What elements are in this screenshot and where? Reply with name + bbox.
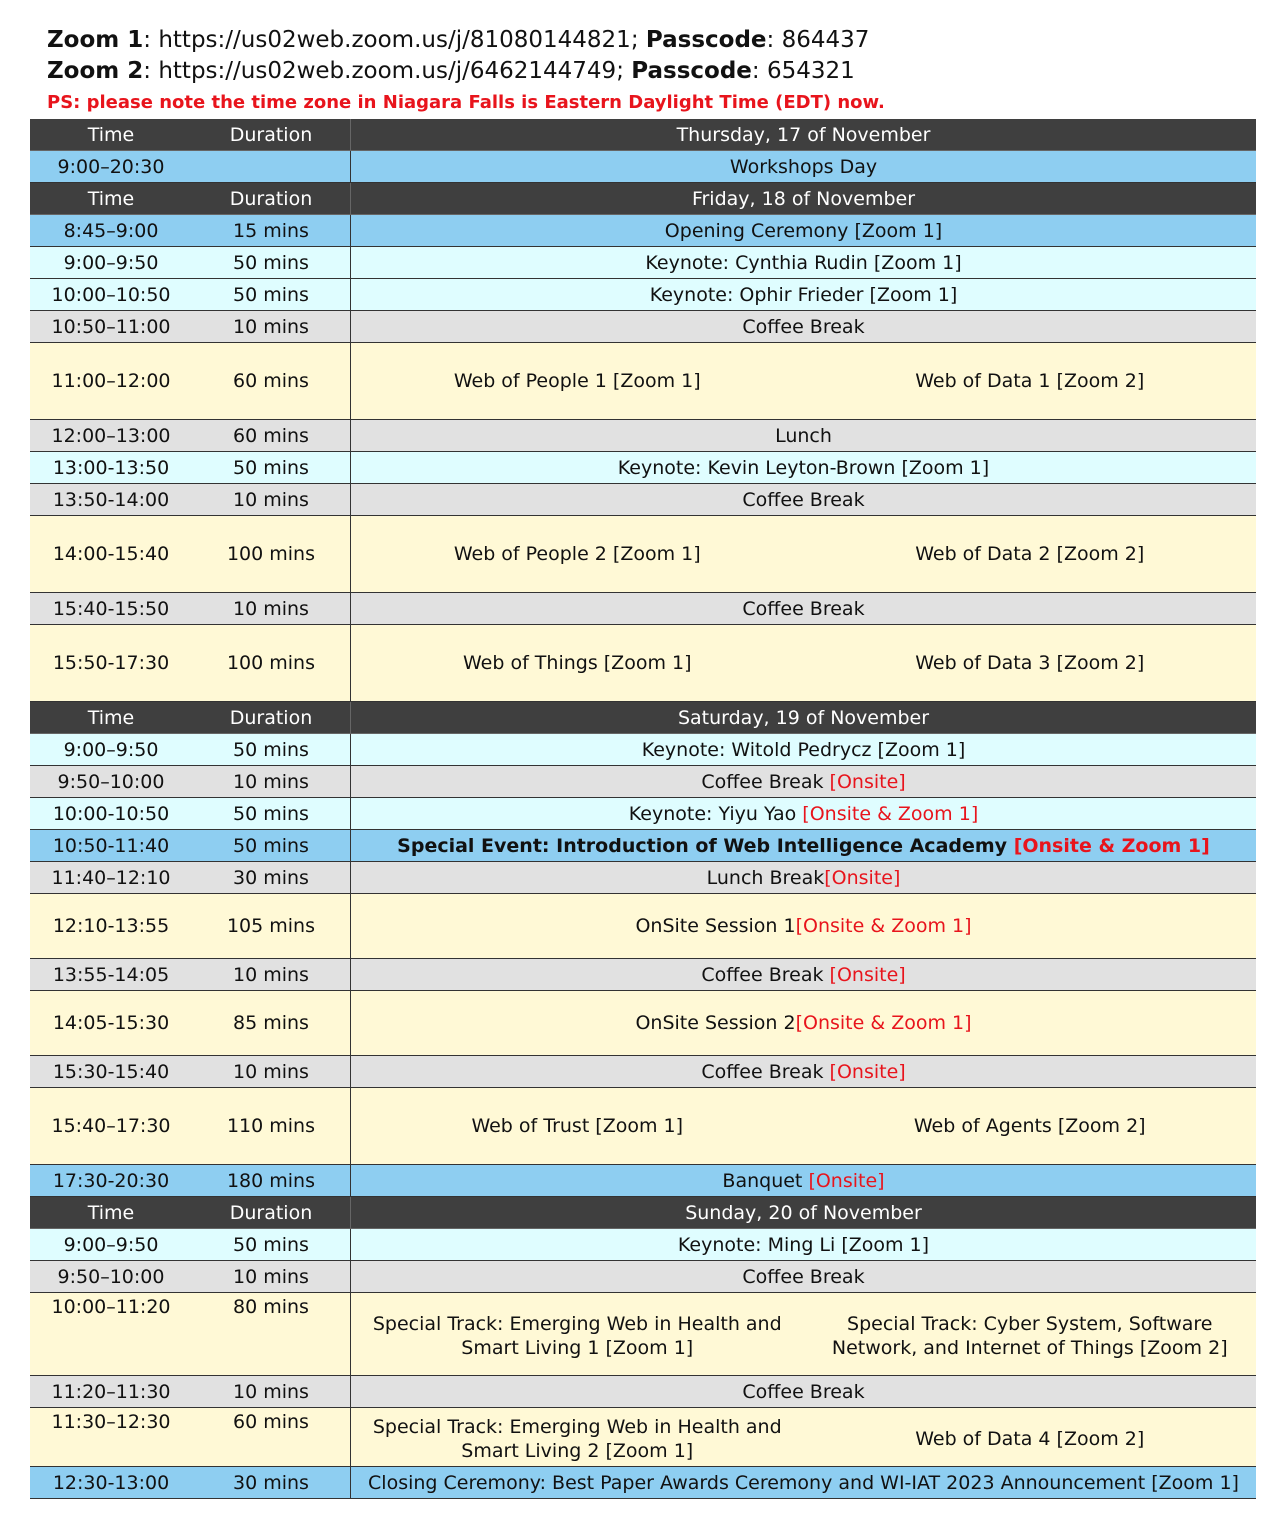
event-cell [350, 151, 1256, 182]
event-text: Opening Ceremony [Zoom 1] [664, 219, 943, 242]
time-cell: 11:00–12:00 [51, 370, 171, 392]
schedule-row [30, 959, 1256, 991]
zoom2-link[interactable]: https://us02web.zoom.us/j/6462144749 [158, 58, 617, 84]
duration-cell: 110 mins [226, 1115, 316, 1137]
session-right: Web of Data 3 [Zoom 2] [915, 652, 1145, 674]
time-cell: 15:50-17:30 [52, 652, 170, 674]
time-cell: 15:40–17:30 [51, 1115, 171, 1137]
day-header-row [30, 183, 1256, 215]
duration-column-header: Duration [229, 706, 313, 729]
schedule-row [30, 1165, 1256, 1197]
event-label [650, 284, 958, 306]
event-label [665, 220, 942, 242]
event-cell [350, 798, 1256, 829]
time-column-header: Time [87, 123, 135, 146]
duration-cell: 60 mins [233, 1411, 309, 1433]
day-header-row [30, 119, 1256, 151]
event-label [730, 156, 877, 178]
event-text: Keynote: Yiyu Yao [628, 802, 803, 825]
time-cell: 10:00–10:50 [51, 283, 171, 306]
event-cell [350, 830, 1256, 861]
schedule-row [30, 830, 1256, 862]
event-cell [350, 991, 1256, 1055]
session-right: Web of Data 1 [Zoom 2] [915, 370, 1145, 392]
venue-tag: [Onsite] [829, 770, 906, 793]
duration-cell: 50 mins [233, 1233, 309, 1256]
event-cell [350, 1229, 1256, 1260]
zoom2-passcode: 654321 [766, 58, 855, 84]
schedule-row [30, 1376, 1256, 1408]
day-title [350, 119, 1256, 150]
event-label [722, 1170, 884, 1192]
event-text: Coffee Break [742, 488, 865, 511]
time-cell: 15:30-15:40 [52, 1060, 170, 1083]
venue-tag: [Onsite] [824, 866, 901, 889]
schedule-row [30, 215, 1256, 247]
time-cell: 8:45–9:00 [63, 219, 159, 242]
event-cell [350, 959, 1256, 990]
zoom1-info: Zoom 1: https://us02web.zoom.us/j/81080144821; Passcode: 864437 [47, 27, 870, 53]
session-right: Web of Data 4 [Zoom 2] [915, 1427, 1145, 1450]
venue-tag: [Onsite] [808, 1169, 885, 1192]
duration-cell: 180 mins [226, 1169, 316, 1192]
event-text: Keynote: Ming Li [Zoom 1] [677, 1233, 930, 1256]
schedule-row [30, 862, 1256, 894]
day-title [350, 183, 1256, 214]
event-cell [350, 311, 1256, 342]
event-label [685, 1202, 922, 1224]
event-cell [350, 1467, 1256, 1498]
duration-cell: 30 mins [233, 866, 309, 889]
duration-cell: 10 mins [233, 315, 309, 338]
time-cell: 10:00–11:20 [51, 1296, 171, 1318]
event-text: Thursday, 17 of November [676, 123, 931, 146]
parallel-sessions [350, 1293, 1256, 1375]
duration-column-header: Duration [229, 187, 313, 210]
duration-cell: 50 mins [233, 738, 309, 761]
session-right: Web of Agents [Zoom 2] [913, 1115, 1146, 1137]
time-cell: 13:00-13:50 [52, 456, 170, 479]
event-text: Keynote: Ophir Frieder [Zoom 1] [649, 283, 958, 306]
time-cell: 13:50-14:00 [52, 488, 170, 511]
session-right: Special Track: Cyber System, Software Network, and Internet of Things [Zoom 2] [831, 1312, 1228, 1359]
event-label [692, 188, 915, 210]
event-label [678, 707, 929, 729]
event-text: Coffee Break [742, 597, 865, 620]
schedule-row [30, 1229, 1256, 1261]
time-cell: 12:00–13:00 [51, 424, 171, 447]
event-text: OnSite Session 1 [635, 915, 796, 937]
time-cell: 13:55-14:05 [52, 963, 170, 986]
duration-cell: 10 mins [233, 1060, 309, 1083]
schedule-row [30, 1293, 1256, 1376]
duration-cell: 50 mins [233, 456, 309, 479]
timezone-note: PS: please note the time zone in Niagara Falls is Eastern Daylight Time (EDT) now. [47, 92, 885, 113]
schedule-row [30, 311, 1256, 343]
event-cell [350, 279, 1256, 310]
zoom1-label: Zoom 1 [47, 27, 144, 53]
schedule-row [30, 1056, 1256, 1088]
event-text: Coffee Break [701, 1060, 830, 1083]
schedule-row [30, 484, 1256, 516]
duration-cell: 30 mins [233, 1471, 309, 1494]
event-text: Keynote: Witold Pedrycz [Zoom 1] [641, 738, 966, 761]
time-cell: 17:30-20:30 [52, 1169, 170, 1192]
parallel-sessions [350, 516, 1256, 592]
time-cell: 9:00–9:50 [63, 1233, 159, 1256]
schedule-row [30, 798, 1256, 830]
event-cell [350, 862, 1256, 893]
event-text: Special Event: Introduction of Web Intelligence Academy [397, 834, 1014, 857]
time-cell: 12:10-13:55 [52, 915, 170, 937]
event-label [701, 964, 905, 986]
duration-cell: 10 mins [233, 963, 309, 986]
session-left: Special Track: Emerging Web in Health and Smart Living 2 [Zoom 1] [372, 1415, 782, 1462]
time-column-header: Time [87, 706, 135, 729]
schedule-row [30, 1261, 1256, 1293]
event-text: Workshops Day [729, 155, 878, 178]
schedule-row [30, 247, 1256, 279]
event-text: Coffee Break [742, 1380, 865, 1403]
schedule-row [30, 1467, 1256, 1499]
duration-cell: 10 mins [233, 597, 309, 620]
duration-cell: 50 mins [233, 283, 309, 306]
event-label [629, 803, 978, 825]
parallel-sessions [350, 625, 1256, 701]
day-header-row [30, 1197, 1256, 1229]
event-label [742, 316, 864, 338]
schedule-row [30, 1088, 1256, 1165]
schedule-row [30, 279, 1256, 311]
event-label [701, 1061, 905, 1083]
duration-cell: 50 mins [233, 251, 309, 274]
zoom1-link[interactable]: https://us02web.zoom.us/j/81080144821 [158, 27, 631, 53]
schedule-row [30, 516, 1256, 593]
time-cell: 10:50-11:40 [52, 834, 170, 857]
venue-tag: [Onsite & Zoom 1] [795, 1012, 972, 1034]
event-label [742, 1381, 864, 1403]
day-title [350, 702, 1256, 733]
session-left: Special Track: Emerging Web in Health and Smart Living 1 [Zoom 1] [372, 1312, 782, 1359]
event-text: Lunch Break [706, 866, 825, 889]
event-cell [350, 1056, 1256, 1087]
duration-cell: 10 mins [233, 488, 309, 511]
session-left: Web of Trust [Zoom 1] [471, 1115, 684, 1137]
time-cell: 14:05-15:30 [52, 1012, 170, 1034]
venue-tag: [Onsite & Zoom 1] [795, 915, 972, 937]
parallel-sessions [350, 343, 1256, 419]
event-cell [350, 215, 1256, 246]
duration-cell: 50 mins [233, 802, 309, 825]
time-cell: 11:20–11:30 [51, 1380, 171, 1403]
duration-cell: 60 mins [233, 424, 309, 447]
time-cell: 11:40–12:10 [51, 866, 171, 889]
event-label [742, 489, 864, 511]
schedule-row [30, 766, 1256, 798]
duration-cell: 15 mins [233, 219, 309, 242]
zoom1-passcode: 864437 [781, 27, 870, 53]
schedule-row [30, 593, 1256, 625]
event-cell [350, 1376, 1256, 1407]
event-label [618, 457, 989, 479]
duration-column-header: Duration [229, 1201, 313, 1224]
event-label [701, 771, 905, 793]
parallel-sessions [350, 1088, 1256, 1164]
duration-cell: 10 mins [233, 770, 309, 793]
zoom2-label: Zoom 2 [47, 58, 144, 84]
event-text: Closing Ceremony: Best Paper Awards Ceremony and WI-IAT 2023 Announcement [Zoom 1] [368, 1471, 1239, 1494]
event-label [742, 598, 864, 620]
event-label [742, 1266, 864, 1288]
duration-cell: 85 mins [233, 1012, 309, 1034]
event-cell [350, 452, 1256, 483]
time-cell: 15:40-15:50 [52, 597, 170, 620]
event-text: Friday, 18 of November [691, 187, 916, 210]
duration-cell [192, 151, 350, 182]
zoom2-passcode-label: Passcode [631, 58, 752, 84]
venue-tag: [Onsite] [829, 1060, 906, 1083]
time-cell: 9:00–9:50 [63, 251, 159, 274]
schedule-row [30, 420, 1256, 452]
event-text: Sunday, 20 of November [685, 1201, 922, 1224]
event-label [677, 124, 931, 146]
schedule-row [30, 151, 1256, 183]
event-text: Banquet [722, 1169, 809, 1192]
event-text: Keynote: Cynthia Rudin [Zoom 1] [645, 251, 962, 274]
time-cell: 9:00–20:30 [57, 155, 165, 178]
schedule-row [30, 1408, 1256, 1467]
event-text: Keynote: Kevin Leyton-Brown [Zoom 1] [617, 456, 990, 479]
schedule-row [30, 991, 1256, 1056]
event-text: Coffee Break [742, 1265, 865, 1288]
event-label [368, 1472, 1239, 1494]
event-label [635, 915, 971, 937]
duration-cell: 10 mins [233, 1265, 309, 1288]
time-cell: 14:00-15:40 [52, 543, 170, 565]
event-text: Saturday, 19 of November [677, 706, 930, 729]
venue-tag: [Onsite] [829, 963, 906, 986]
event-cell [350, 593, 1256, 624]
event-label [775, 425, 832, 447]
time-cell: 10:50–11:00 [51, 315, 171, 338]
event-label [397, 835, 1210, 857]
duration-cell: 100 mins [226, 543, 316, 565]
event-text: OnSite Session 2 [635, 1012, 796, 1034]
parallel-sessions [350, 1408, 1256, 1466]
session-left: Web of Things [Zoom 1] [462, 652, 692, 674]
event-cell [350, 1261, 1256, 1292]
time-cell: 9:50–10:00 [57, 1265, 165, 1288]
time-cell: 12:30-13:00 [52, 1471, 170, 1494]
venue-tag: [Onsite & Zoom 1] [802, 802, 979, 825]
schedule-table [30, 119, 1256, 1499]
event-label [645, 252, 961, 274]
duration-cell: 105 mins [226, 915, 316, 937]
time-cell: 9:00–9:50 [63, 738, 159, 761]
event-cell [350, 484, 1256, 515]
day-header-row [30, 702, 1256, 734]
event-text: Lunch [775, 424, 832, 447]
event-label [642, 739, 966, 761]
event-label [678, 1234, 929, 1256]
duration-cell: 10 mins [233, 1380, 309, 1403]
duration-cell: 50 mins [233, 834, 309, 857]
event-text: Coffee Break [742, 315, 865, 338]
zoom1-passcode-label: Passcode [645, 27, 767, 53]
session-left: Web of People 2 [Zoom 1] [453, 543, 701, 565]
zoom2-info: Zoom 2: https://us02web.zoom.us/j/6462144749; Passcode: 654321 [47, 58, 855, 84]
schedule-row [30, 452, 1256, 484]
time-cell: 10:00-10:50 [52, 802, 170, 825]
time-column-header: Time [87, 187, 135, 210]
time-cell: 9:50–10:00 [57, 770, 165, 793]
duration-cell: 100 mins [226, 652, 316, 674]
event-cell [350, 247, 1256, 278]
event-text: Coffee Break [701, 963, 830, 986]
schedule-row [30, 894, 1256, 959]
event-cell [350, 894, 1256, 958]
session-left: Web of People 1 [Zoom 1] [453, 370, 701, 392]
event-label [707, 867, 901, 889]
schedule-row [30, 343, 1256, 420]
event-cell [350, 420, 1256, 451]
event-cell [350, 734, 1256, 765]
event-label [635, 1012, 971, 1034]
event-cell [350, 1165, 1256, 1196]
session-right: Web of Data 2 [Zoom 2] [915, 543, 1145, 565]
venue-tag: [Onsite & Zoom 1] [1013, 834, 1210, 857]
duration-cell: 80 mins [233, 1296, 309, 1318]
event-text: Coffee Break [701, 770, 830, 793]
day-title [350, 1197, 1256, 1228]
schedule-row [30, 625, 1256, 702]
event-cell [350, 766, 1256, 797]
duration-cell: 60 mins [233, 370, 309, 392]
time-column-header: Time [87, 1201, 135, 1224]
schedule-row [30, 734, 1256, 766]
time-cell: 11:30–12:30 [51, 1411, 171, 1433]
duration-column-header: Duration [229, 123, 313, 146]
